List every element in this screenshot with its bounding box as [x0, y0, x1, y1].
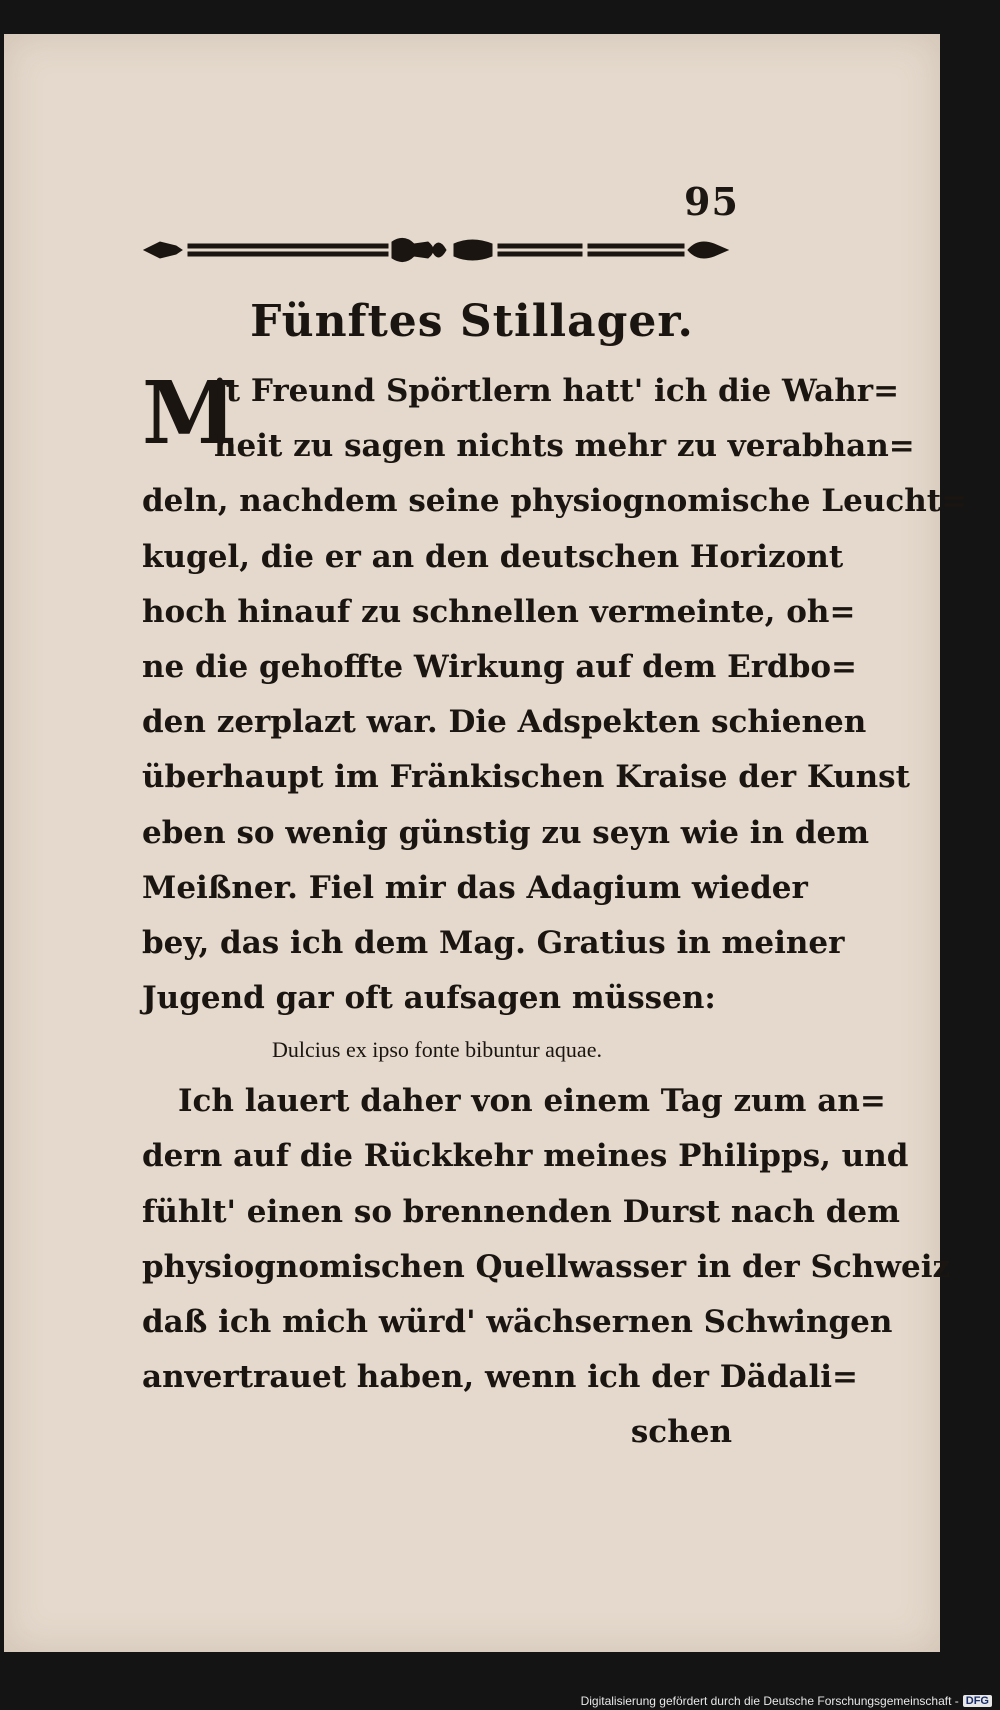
text-line: physiognomischen Quellwasser in der Schweiz	[142, 1248, 951, 1285]
text-line: hoch hinauf zu schnellen vermeinte, oh=	[142, 593, 856, 630]
text-line: dern auf die Rückkehr meines Philipps, und	[142, 1138, 909, 1175]
text-line: eben so wenig günstig zu seyn wie in dem	[142, 814, 870, 851]
text-line: ne die gehoffte Wirkung auf dem Erdbo=	[142, 648, 858, 685]
text-line: anvertrauet haben, wenn ich der Dädali=	[142, 1359, 858, 1396]
ornament-divider	[142, 232, 732, 268]
text-line: den zerplazt war. Die Adspekten schienen	[142, 704, 867, 741]
page-number: 95	[684, 179, 739, 224]
text-line: kugel, die er an den deutschen Horizont	[142, 538, 844, 575]
text-line: Jugend gar oft aufsagen müssen:	[142, 980, 716, 1017]
text-line: heit zu sagen nichts mehr zu verabhan=	[214, 428, 915, 465]
text-line: Meißner. Fiel mir das Adagium wieder	[142, 869, 808, 906]
footer-credit: Digitalisierung gefördert durch die Deutsche Forschungsgemeinschaft -	[580, 1694, 959, 1708]
text-line: fühlt' einen so brennenden Durst nach dem	[142, 1193, 900, 1230]
text-line-content: it Freund Spörtlern hatt' ich die Wahr=	[214, 373, 900, 409]
text-line: deln, nachdem seine physiognomische Leucht=	[142, 483, 968, 520]
text-line: bey, das ich dem Mag. Gratius in meiner	[142, 924, 845, 961]
digitization-footer	[581, 1694, 992, 1708]
chapter-heading: Fünftes Stillager.	[250, 296, 694, 347]
text-line: daß ich mich würd' wächsernen Schwingen	[142, 1304, 893, 1340]
dfg-logo: DFG	[963, 1695, 992, 1707]
body-text	[142, 363, 968, 1461]
drop-cap: M	[142, 363, 238, 464]
catchword: schen	[630, 1414, 732, 1451]
book-page	[4, 34, 968, 1652]
latin-quote: Dulcius ex ipso fonte bibuntur aquae.	[272, 1037, 602, 1063]
text-line: überhaupt im Fränkischen Kraise der Kunst	[142, 759, 910, 796]
text-line: Ich lauert daher von einem Tag zum an=	[178, 1083, 886, 1120]
